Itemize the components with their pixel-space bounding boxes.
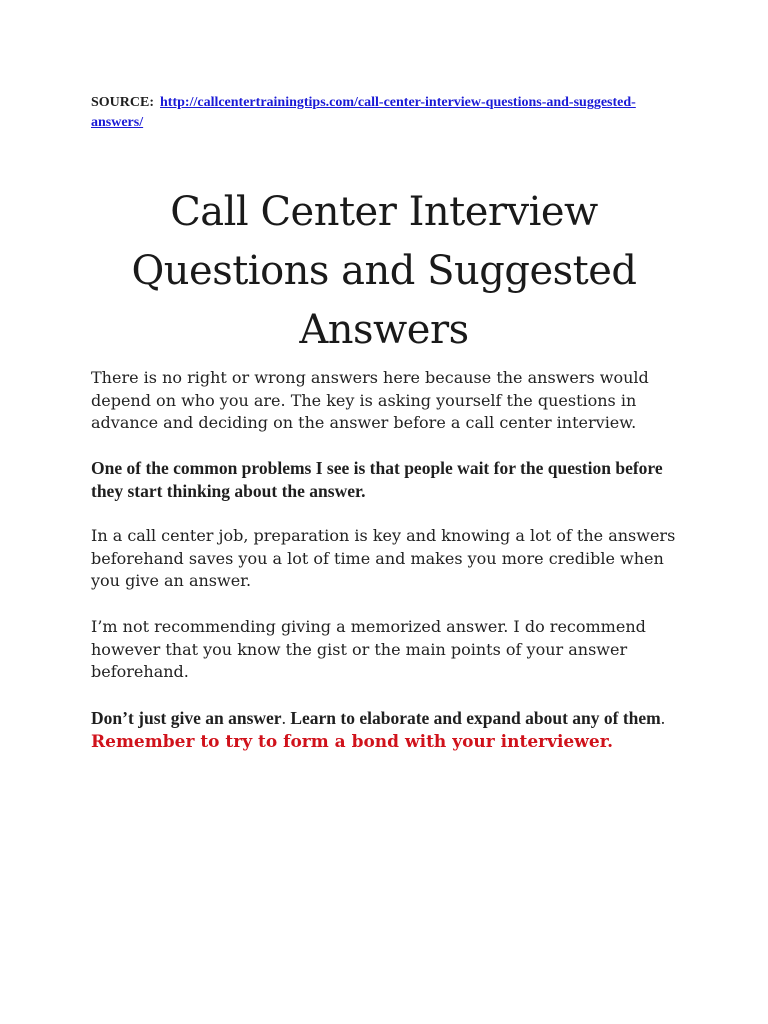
title-line-2: Questions and Suggested (131, 248, 637, 294)
source-line (91, 93, 651, 133)
source-link[interactable]: http://callcentertrainingtips.com/call-center-interview-questions-and-suggested-answers/ (91, 95, 636, 130)
source-label: SOURCE: (91, 95, 155, 110)
elaborate-text-a: Don’t just give an answer (91, 708, 282, 728)
page-title (60, 183, 708, 360)
elaborate-paragraph (91, 707, 691, 753)
memorized-answer-paragraph: I’m not recommending giving a memorized answer. I do recommend however that you know the gist or the main points of your answer beforehand. (91, 617, 646, 681)
elaborate-sep-a: . (281, 708, 291, 728)
bond-reminder-text: Remember to try to form a bond with your interviewer. (91, 731, 614, 752)
elaborate-text-b: Learn to elaborate and expand about any of them (290, 708, 661, 728)
common-problem-paragraph: One of the common problems I see is that people wait for the question before they start thinking about the answer. (91, 458, 663, 501)
intro-paragraph: There is no right or wrong answers here because the answers would depend on who you are. The key is asking yourself the questions in advance and deciding on the answer before a call center interview. (91, 368, 649, 432)
title-line-1: Call Center Interview (170, 189, 598, 235)
elaborate-sep-b: . (660, 708, 666, 728)
title-line-3: Answers (299, 307, 469, 353)
preparation-paragraph: In a call center job, preparation is key and knowing a lot of the answers beforehand saves you a lot of time and makes you more credible when you give an answer. (91, 526, 676, 590)
